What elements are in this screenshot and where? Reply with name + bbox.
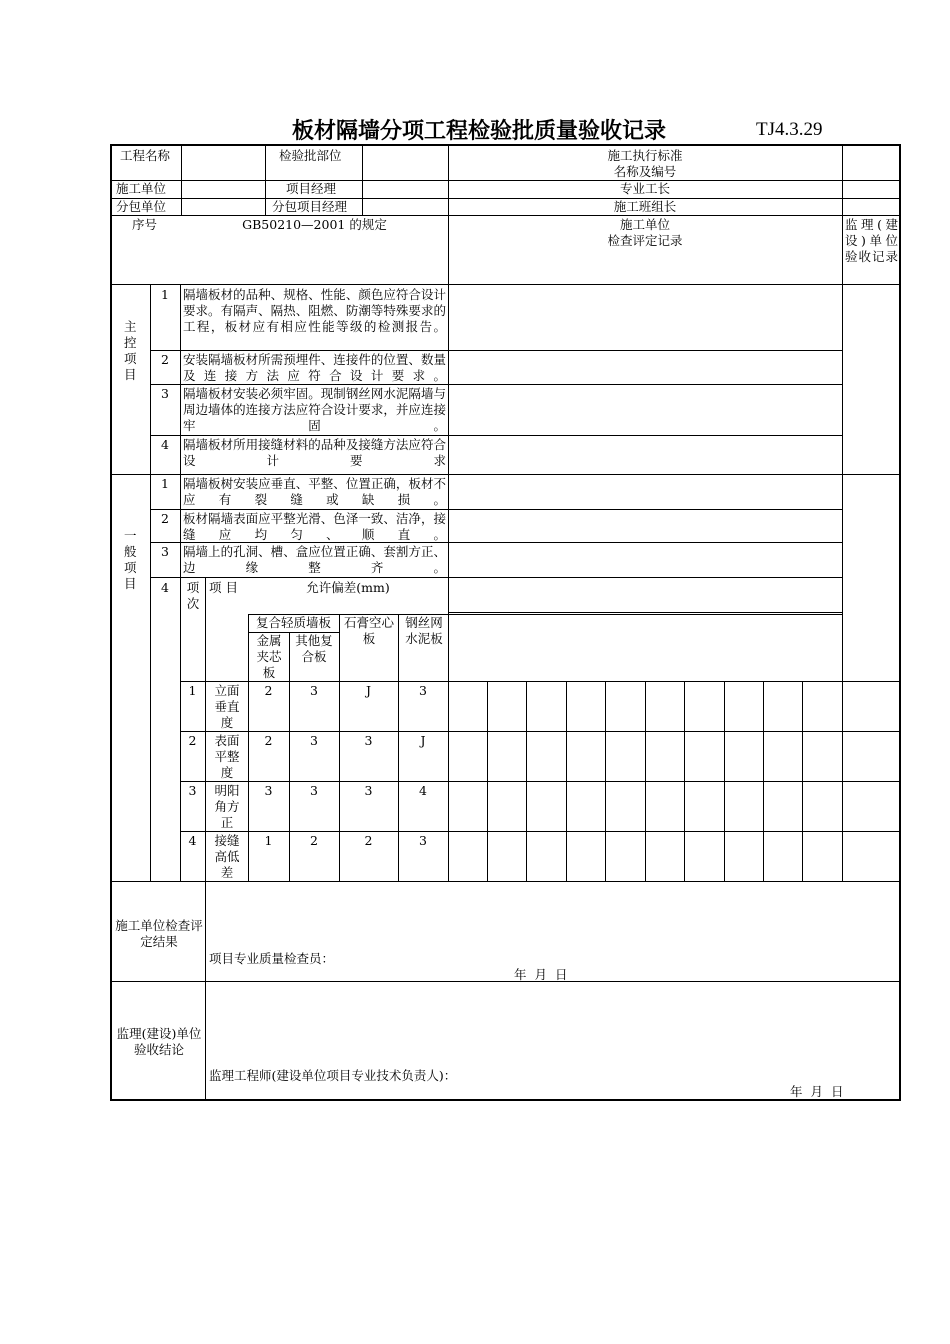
label-supervision: 监理(建设)单位验收记录 xyxy=(845,217,898,264)
main-item-text: 隔墙板材安装必须牢固。现制钢丝网水泥隔墙与周边墙体的连接方法应符合设计要求，并应连接牢固。 xyxy=(183,386,446,433)
tol-row-value: 2 xyxy=(310,833,318,848)
label-supervision-result: 监理(建设)单位验收结论 xyxy=(116,1026,202,1057)
inspection-form xyxy=(110,144,901,1101)
tol-row-name: 表面平整度 xyxy=(214,733,240,780)
tol-row-name: 立面垂直度 xyxy=(214,683,240,730)
main-item-no: 1 xyxy=(161,287,169,302)
label-check-l2: 检查评定记录 xyxy=(607,233,683,248)
label-tol-header: 允许偏差(mm) xyxy=(306,580,390,595)
tol-row-no: 3 xyxy=(188,783,197,798)
tol-row-value: J xyxy=(365,683,371,698)
label-gypsum: 石膏空心板 xyxy=(344,615,395,646)
label-contractor: 施工单位 xyxy=(116,181,167,196)
label-subcontractor: 分包单位 xyxy=(116,199,167,214)
tol-row-value: 3 xyxy=(310,683,318,698)
label-date: 年 月 日 xyxy=(790,1084,844,1099)
section-general-label: 一般项目 xyxy=(124,528,137,591)
general-item-text: 隔墙板树安装应垂直、平整、位置正确，板材不应有裂缝或缺损。 xyxy=(183,476,446,507)
tol-row-name: 明阳角方正 xyxy=(214,783,240,830)
label-contractor-result: 施工单位检查评定结果 xyxy=(115,918,203,949)
main-item-no: 4 xyxy=(161,437,169,452)
label-tol-seq: 项次 xyxy=(186,580,200,611)
tol-row-value: 2 xyxy=(264,733,273,748)
tol-row-name: 接缝高低差 xyxy=(214,833,240,880)
label-engineer: 监理工程师(建设单位项目专业技术负责人)： xyxy=(209,1068,457,1083)
general-item-no: 3 xyxy=(161,544,169,559)
label-inspector: 项目专业质量检查员： xyxy=(209,951,335,966)
label-sub-pm: 分包项目经理 xyxy=(272,199,348,214)
label-team-leader: 施工班组长 xyxy=(613,199,677,214)
tol-row-value: J xyxy=(420,733,426,748)
label-metal: 金属夹芯板 xyxy=(256,633,282,680)
tol-row-value: 3 xyxy=(419,833,427,848)
main-item-text: 安装隔墙板材所需预埋件、连接件的位置、数量及连接方法应符合设计要求。 xyxy=(183,352,446,383)
section-main-label: 主控项目 xyxy=(124,319,137,382)
general-item-text: 隔墙上的孔洞、槽、盒应位置正确、套割方正、边缘整齐。 xyxy=(183,544,446,575)
main-item-no: 2 xyxy=(161,352,169,367)
label-project-manager: 项目经理 xyxy=(286,181,337,196)
general-item-text: 板材隔墙表面应平整光滑、色泽一致、洁净，接缝应均匀、顺直。 xyxy=(183,511,446,542)
general-item-no: 4 xyxy=(161,580,169,595)
tol-row-no: 2 xyxy=(188,733,197,748)
label-steel: 钢丝网水泥板 xyxy=(405,615,443,646)
main-item-text: 隔墙板材的品种、规格、性能、颜色应符合设计要求。有隔声、隔热、阻燃、防潮等特殊要求的工程，板材应有相应性能等级的检测报告。 xyxy=(183,287,446,334)
tol-row-value: 1 xyxy=(264,833,273,848)
tol-row-value: 3 xyxy=(364,733,373,748)
label-spec: GB50210—2001 的规定 xyxy=(242,217,387,232)
tol-row-no: 4 xyxy=(188,833,197,848)
label-date: 年 月 日 xyxy=(514,967,568,982)
tol-row-value: 4 xyxy=(419,783,427,798)
form-code: TJ4.3.29 xyxy=(756,119,823,140)
tol-row-value: 2 xyxy=(364,833,373,848)
label-standard-l2: 名称及编号 xyxy=(613,164,677,179)
label-tol-item: 项 目 xyxy=(209,580,238,595)
label-seq: 序号 xyxy=(132,217,158,232)
main-item-no: 3 xyxy=(161,386,169,401)
tol-row-value: 3 xyxy=(364,783,373,798)
tol-row-value: 3 xyxy=(310,733,318,748)
tol-row-no: 1 xyxy=(188,683,197,698)
label-composite: 复合轻质墙板 xyxy=(255,615,331,630)
tol-row-value: 3 xyxy=(264,783,273,798)
tol-row-value: 3 xyxy=(419,683,427,698)
label-check-l1: 施工单位 xyxy=(619,217,670,232)
general-item-no: 1 xyxy=(161,476,169,491)
label-standard-l1: 施工执行标准 xyxy=(607,148,683,163)
label-project-name: 工程名称 xyxy=(120,148,171,163)
page-title: 板材隔墙分项工程检验批质量验收记录 xyxy=(292,119,667,144)
label-other: 其他复合板 xyxy=(295,633,333,664)
main-item-text: 隔墙板材所用接缝材料的品种及接缝方法应符合设计要求 xyxy=(183,437,446,468)
tol-row-value: 3 xyxy=(310,783,318,798)
label-foreman: 专业工长 xyxy=(619,181,670,196)
general-item-no: 2 xyxy=(161,511,169,526)
label-batch-location: 检验批部位 xyxy=(279,148,342,163)
tol-row-value: 2 xyxy=(264,683,273,698)
